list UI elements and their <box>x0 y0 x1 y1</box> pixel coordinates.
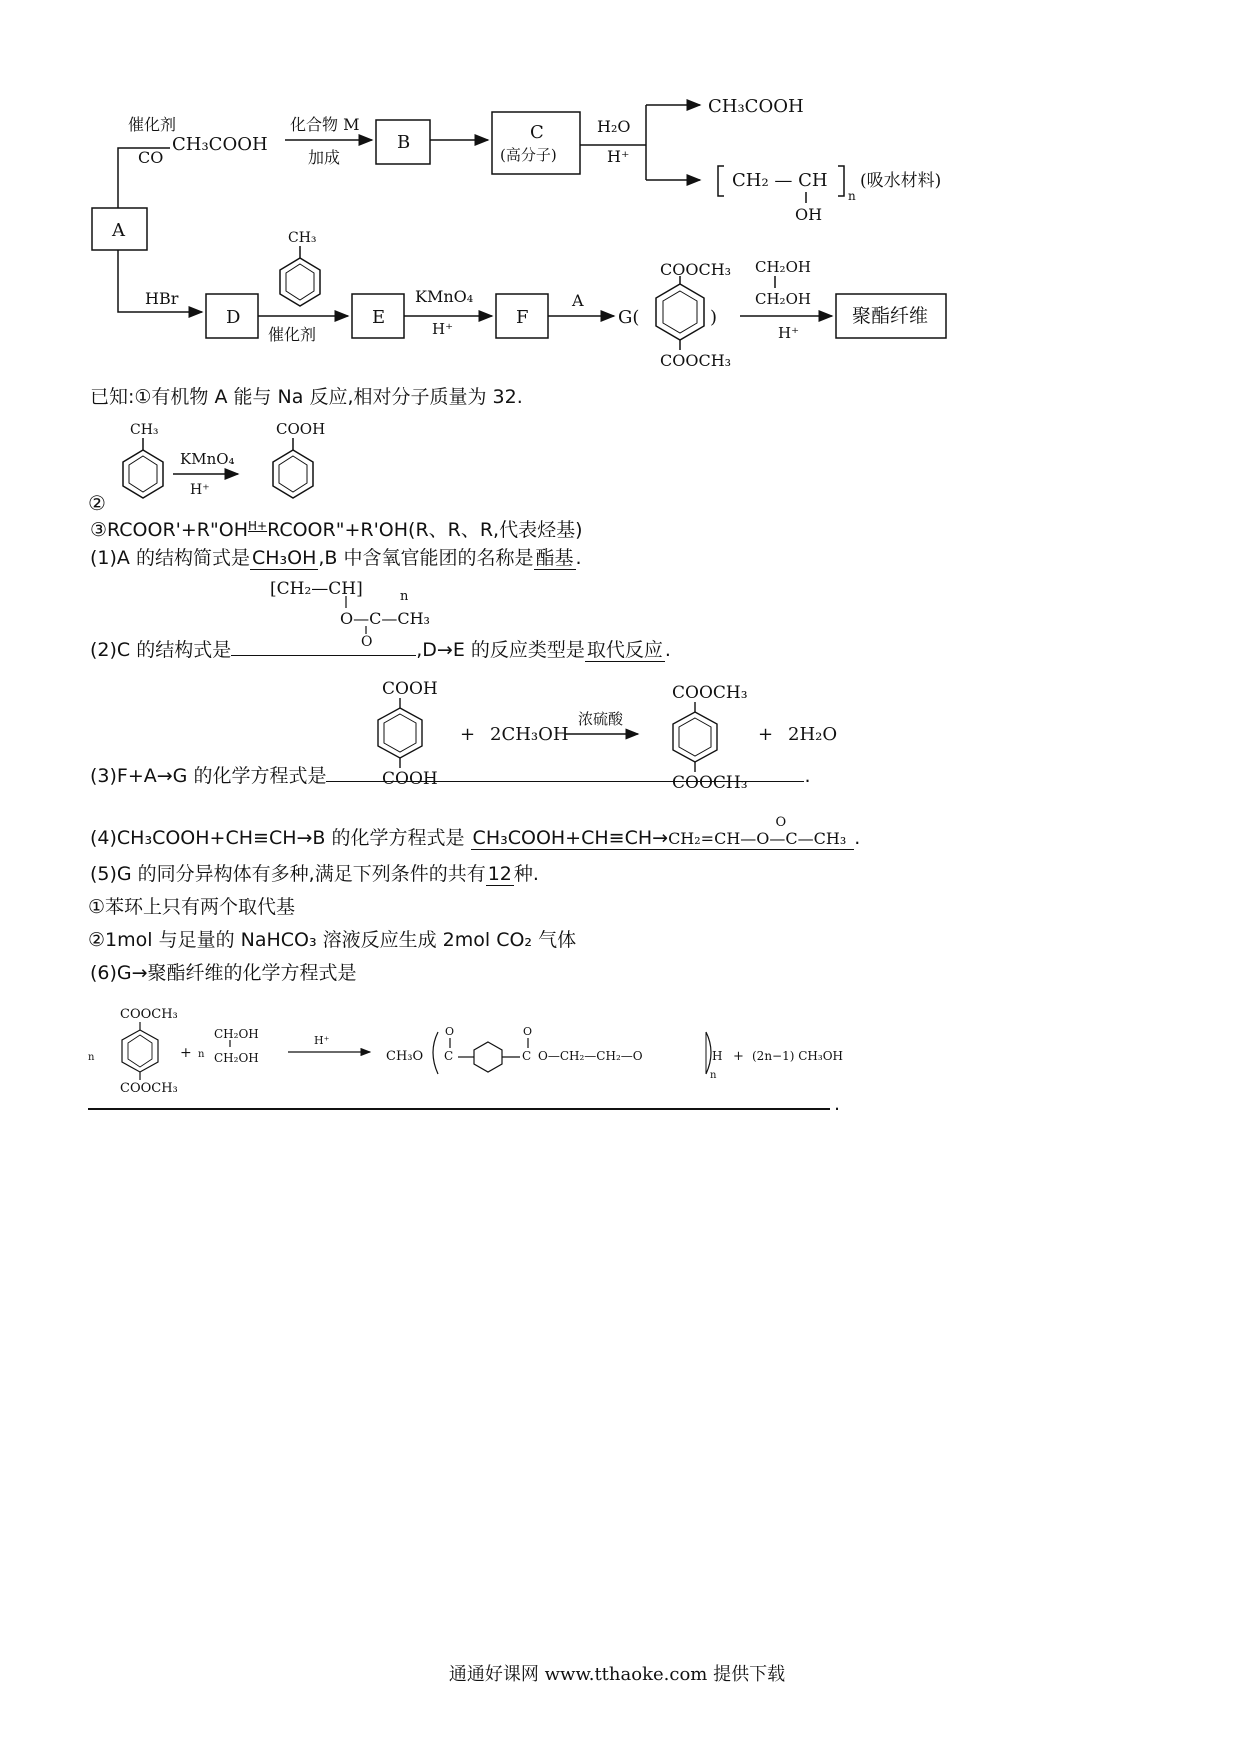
hplus-label-1: H⁺ <box>607 147 630 166</box>
question-1: (1)A 的结构简式是 CH₃OH ,B 中含氧官能团的名称是 酯基 . <box>90 547 582 569</box>
question-4: (4)CH₃COOH+CH≡CH→B 的化学方程式是 CH₃COOH+CH≡CH→CH₂=CH—O—C—CH₃ O . <box>90 815 861 849</box>
page-footer: 通通好课网 www.tthaoke.com 提供下载 <box>448 1664 786 1685</box>
q6-n2: n <box>198 1049 205 1060</box>
g-cooch3-top: COOCH₃ <box>660 260 732 279</box>
glycol-2: CH₂OH <box>755 290 811 308</box>
polymer-n: n <box>400 589 409 604</box>
q3-cooch3-bottom: COOCH₃ <box>672 773 748 792</box>
acetic-acid-1: CH₃COOH <box>172 134 268 155</box>
addition-label: 加成 <box>308 148 341 167</box>
question-2: (2)C 的结构式是 ,D→E 的反应类型是 取代反应 . <box>90 639 671 661</box>
q3-cooh-bottom: COOH <box>382 769 438 789</box>
label-c-note: (高分子) <box>500 146 557 164</box>
known-hplus: H⁺ <box>190 482 210 498</box>
polymer-ester: O—C—CH₃ <box>340 609 430 628</box>
label-f: F <box>516 307 529 328</box>
q1-answer-2: 酯基 <box>535 547 574 569</box>
known-kmno4: KMnO₄ <box>180 450 235 468</box>
pva-oh: OH <box>795 205 823 224</box>
q6-n: n <box>88 1052 95 1063</box>
q2-answer: 取代反应 <box>586 639 663 661</box>
q6-o2: O <box>523 1025 533 1038</box>
q4-answer: CH₃COOH+CH≡CH→CH₂=CH—O—C—CH₃ O <box>471 827 855 850</box>
label-c: C <box>530 122 544 143</box>
pva-main: CH₂ — CH <box>732 170 828 191</box>
known-line-1: 已知:①有机物 A 能与 Na 反应,相对分子质量为 32. <box>90 386 523 408</box>
condition-1: ①苯环上只有两个取代基 <box>88 896 296 918</box>
label-b: B <box>397 132 411 153</box>
q6-o1: O <box>445 1025 455 1038</box>
q6-glycol-1: CH₂OH <box>214 1027 259 1041</box>
catalyst2-label: 催化剂 <box>268 325 317 344</box>
a-reagent-label: A <box>572 291 584 310</box>
q6-methanol: (2n−1) CH₃OH <box>752 1049 843 1063</box>
q6-n-sub: n <box>710 1070 717 1081</box>
hplus-label-2: H⁺ <box>432 320 453 338</box>
reaction-scheme <box>0 0 1234 380</box>
g-cooch3-bottom: COOCH₃ <box>660 351 732 370</box>
q3-methanol: 2CH₃OH <box>490 724 569 745</box>
kmno4-label: KMnO₄ <box>415 287 474 306</box>
polyester-fiber-label: 聚酯纤维 <box>852 305 929 327</box>
q6-cooch3-top: COOCH₃ <box>120 1007 178 1022</box>
q3-water: 2H₂O <box>788 724 838 745</box>
h2o-label: H₂O <box>597 117 631 136</box>
q6-chain: O—CH₂—CH₂—O <box>538 1049 643 1063</box>
q6-plus-2: + <box>733 1049 744 1064</box>
q5-answer: 12 <box>487 863 512 885</box>
q6-end: . <box>834 1093 841 1115</box>
q3-cooh-top: COOH <box>382 679 438 699</box>
question-6: (6)G→聚酯纤维的化学方程式是 <box>90 962 357 984</box>
q6-hplus: H⁺ <box>314 1034 330 1047</box>
q3-cooch3-top: COOCH₃ <box>672 683 748 703</box>
q6-equation <box>88 1002 848 1112</box>
glycol-1: CH₂OH <box>755 258 811 276</box>
label-a: A <box>112 220 125 241</box>
q1-answer-1: CH₃OH <box>251 547 317 569</box>
polymer-carbonyl-o: O <box>361 634 373 648</box>
q3-conc-h2so4: 浓硫酸 <box>578 710 624 728</box>
known-num-2: ② <box>88 491 106 512</box>
q6-h-end: H <box>712 1049 723 1063</box>
question-3: (3)F+A→G 的化学方程式是 . <box>90 765 811 787</box>
label-d: D <box>226 307 241 328</box>
q6-cooch3-bottom: COOCH₃ <box>120 1081 178 1096</box>
label-e: E <box>372 307 386 328</box>
compound-m-label: 化合物 M <box>290 115 360 134</box>
known-line-3: $③RCOOR'+R"OH^{H+}RCOOR"+R'OH(R$、R、R,代表烃基) <box>90 519 583 541</box>
svg-text:C: C <box>522 1049 532 1063</box>
svg-text:C: C <box>444 1049 454 1063</box>
toluene-ch3: CH₃ <box>288 230 317 246</box>
question-5: (5)G 的同分异构体有多种,满足下列条件的共有 12 种. <box>90 863 539 885</box>
q6-glycol-2: CH₂OH <box>214 1051 259 1065</box>
q6-answer-blank <box>88 1108 830 1110</box>
water-absorbing-label: (吸水材料) <box>860 171 942 191</box>
catalyst-label: 催化剂 <box>128 115 177 134</box>
co-label: CO <box>138 148 164 167</box>
hplus-label-3: H⁺ <box>778 324 799 342</box>
q6-ch3o: CH₃O <box>386 1049 424 1064</box>
known-ch3: CH₃ <box>130 422 159 438</box>
product-acetic-acid: CH₃COOH <box>708 96 804 117</box>
hbr-label: HBr <box>145 289 179 308</box>
known-cooh: COOH <box>276 420 326 438</box>
q3-plus-1: + <box>460 724 476 745</box>
label-g: G( <box>618 307 640 328</box>
q6-plus: + <box>180 1045 192 1061</box>
condition-2: ②1mol 与足量的 NaHCO₃ 溶液反应生成 2mol CO₂ 气体 <box>88 929 577 951</box>
pva-n: n <box>848 189 856 203</box>
known-reaction-2 <box>88 412 368 512</box>
polymer-backbone: [CH₂—CH] <box>270 579 363 599</box>
q3-plus-2: + <box>758 724 774 745</box>
label-g-close: ) <box>710 307 718 328</box>
